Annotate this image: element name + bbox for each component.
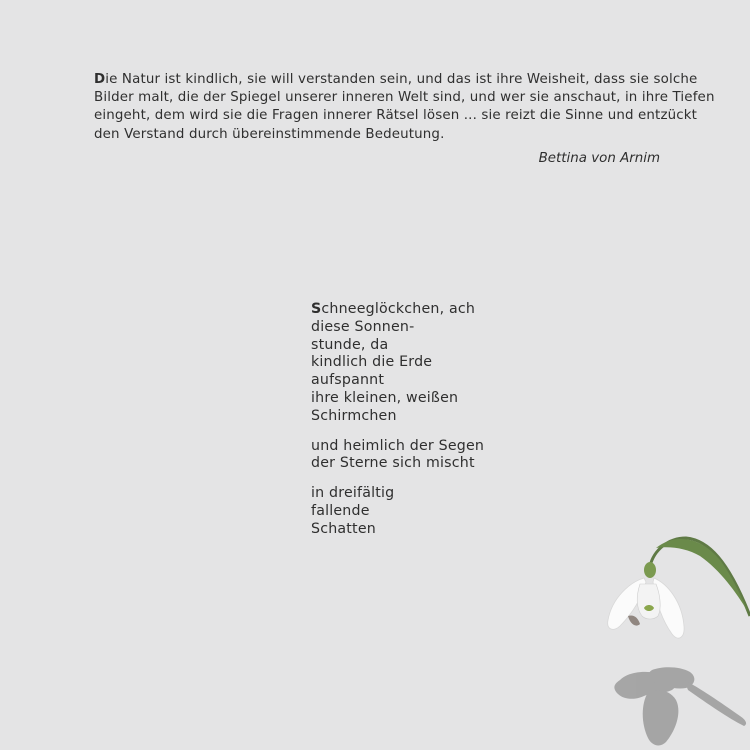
poem-line: in dreifältig	[311, 485, 395, 502]
poem-line: diese Sonnen-	[311, 318, 415, 335]
poem-stanza-1	[311, 301, 484, 426]
poem-line: kindlich die Erde	[311, 354, 433, 371]
quote-line-3: eingeht, dem wird sie die Fragen innerer Rätsel lösen ... sie reizt die Sinne und entzückt	[94, 108, 698, 124]
quote-line-2: Bilder malt, die der Spiegel unserer inneren Welt sind, und wer sie anschaut, in ihre Tiefen	[94, 90, 715, 106]
poem-line: der Sterne sich mischt	[311, 455, 475, 472]
poem	[311, 301, 484, 551]
snowdrop-flower-image	[590, 520, 750, 750]
quote-author: Bettina von Arnim	[538, 151, 660, 166]
flower-shadow	[614, 667, 746, 745]
flower-inner-petals	[637, 584, 660, 619]
quote-initial: D	[94, 72, 106, 87]
poem-initial: S	[311, 301, 322, 317]
poem-stanza-2	[311, 438, 484, 474]
poem-line: Schatten	[311, 520, 376, 537]
quote-line-1: Die Natur ist kindlich, sie will verstanden sein, und das ist ihre Weisheit, dass sie solche	[94, 72, 698, 87]
poem-line: und heimlich der Segen	[311, 437, 485, 454]
poem-line: aufspannt	[311, 372, 385, 389]
quote-line-4: den Verstand durch übereinstimmende Bedeutung.	[94, 126, 445, 142]
poem-line: fallende	[311, 502, 370, 519]
quote-text	[94, 71, 715, 144]
poem-line: ihre kleinen, weißen	[311, 389, 459, 406]
flower-ovary	[644, 562, 656, 578]
flower-dark-shade	[628, 615, 640, 625]
poem-stanza-3	[311, 485, 484, 538]
poem-line: Schneeglöckchen, ach	[311, 301, 476, 317]
poem-line: Schirmchen	[311, 407, 397, 424]
poem-line: stunde, da	[311, 336, 389, 353]
